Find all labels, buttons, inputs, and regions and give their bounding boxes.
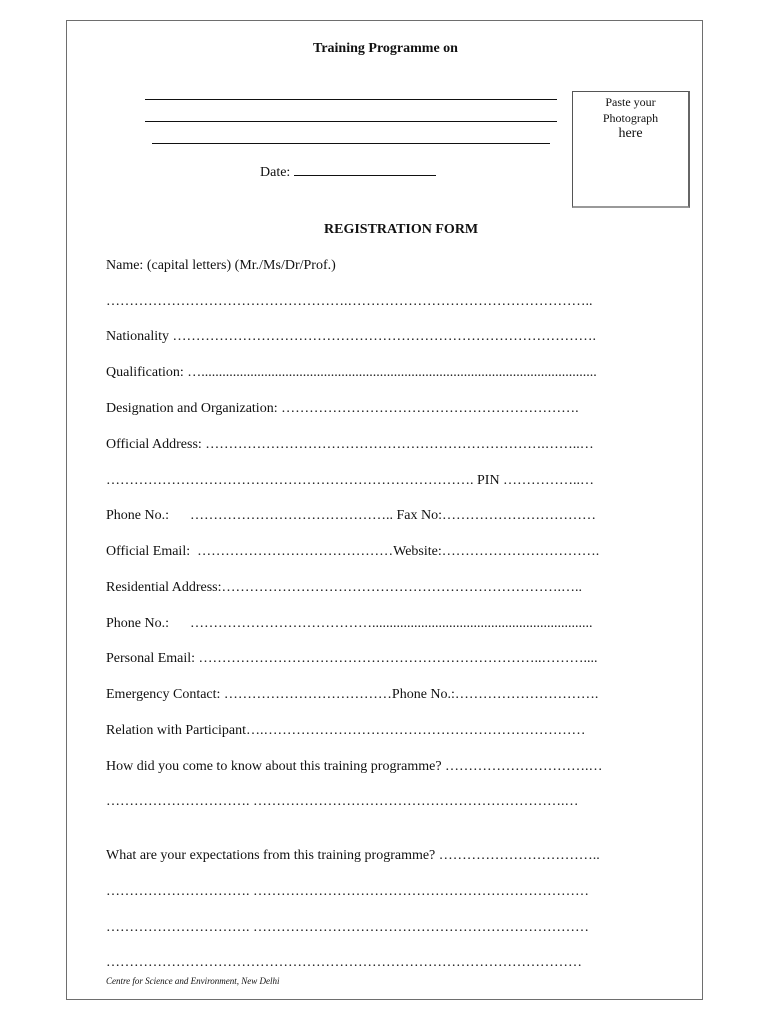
date-input-line[interactable]	[294, 163, 436, 176]
official-address-field[interactable]: Official Address: ……………………………………………………………….……..…	[106, 437, 594, 452]
relation-field[interactable]: Relation with Participant….……………………………………………………………	[106, 723, 586, 738]
date-field	[260, 163, 436, 181]
address-pin-field[interactable]: ……………………………………………………………………. PIN ……………..…	[106, 473, 595, 488]
photograph-box	[572, 91, 690, 208]
expectations-line-3[interactable]: …………………………. ………………………………………………………………	[106, 920, 589, 935]
expectations-line-4[interactable]: …………………………………………………………………………………………	[106, 955, 582, 970]
expectations-field[interactable]: What are your expectations from this training programme? ……………………………..	[106, 848, 600, 863]
programme-name-line-3[interactable]	[152, 143, 550, 144]
email-website-field[interactable]: Official Email: ……………………………………Website:…………………………….	[106, 544, 600, 559]
qualification-field[interactable]: Qualification: ….................................................................................................................	[106, 365, 597, 380]
photo-text-paste-your: Paste your	[605, 95, 656, 109]
page-title: Training Programme on	[313, 41, 458, 56]
photo-text-here: here	[618, 126, 643, 141]
how-did-you-know-field[interactable]: How did you come to know about this training programme? ………………………….…	[106, 759, 603, 774]
residential-address-field[interactable]: Residential Address:……………………………………………………………….…..	[106, 580, 582, 595]
how-did-you-know-continuation[interactable]: …………………………. ………………………………………………………….…	[106, 794, 579, 809]
designation-organization-field[interactable]: Designation and Organization: ……………………………………………………….	[106, 401, 579, 416]
photo-text-photograph: Photograph	[602, 111, 659, 125]
programme-name-line-2[interactable]	[145, 121, 557, 122]
phone-fax-field[interactable]: Phone No.: …………………………………….. Fax No:……………………………	[106, 508, 596, 523]
date-label: Date:	[260, 165, 291, 180]
residential-phone-field[interactable]: Phone No.: …………………………………...............................................................	[106, 616, 593, 631]
form-page	[66, 20, 703, 1000]
emergency-contact-field[interactable]: Emergency Contact: ………………………………Phone No.:………………………….	[106, 687, 599, 702]
personal-email-field[interactable]: Personal Email: ………………………………………………………………..………....	[106, 651, 598, 666]
nationality-field[interactable]: Nationality ……………………………………………………………………………….	[106, 329, 596, 344]
programme-name-line-1[interactable]	[145, 99, 557, 100]
expectations-line-2[interactable]: …………………………. ………………………………………………………………	[106, 884, 589, 899]
name-field: Name: (capital letters) (Mr./Ms/Dr/Prof.)	[106, 258, 336, 273]
footer-text: Centre for Science and Environment, New Delhi	[106, 976, 280, 986]
form-heading: REGISTRATION FORM	[324, 222, 479, 237]
name-dotted-line[interactable]: …………………………………………….……………………………………………..	[106, 294, 593, 309]
